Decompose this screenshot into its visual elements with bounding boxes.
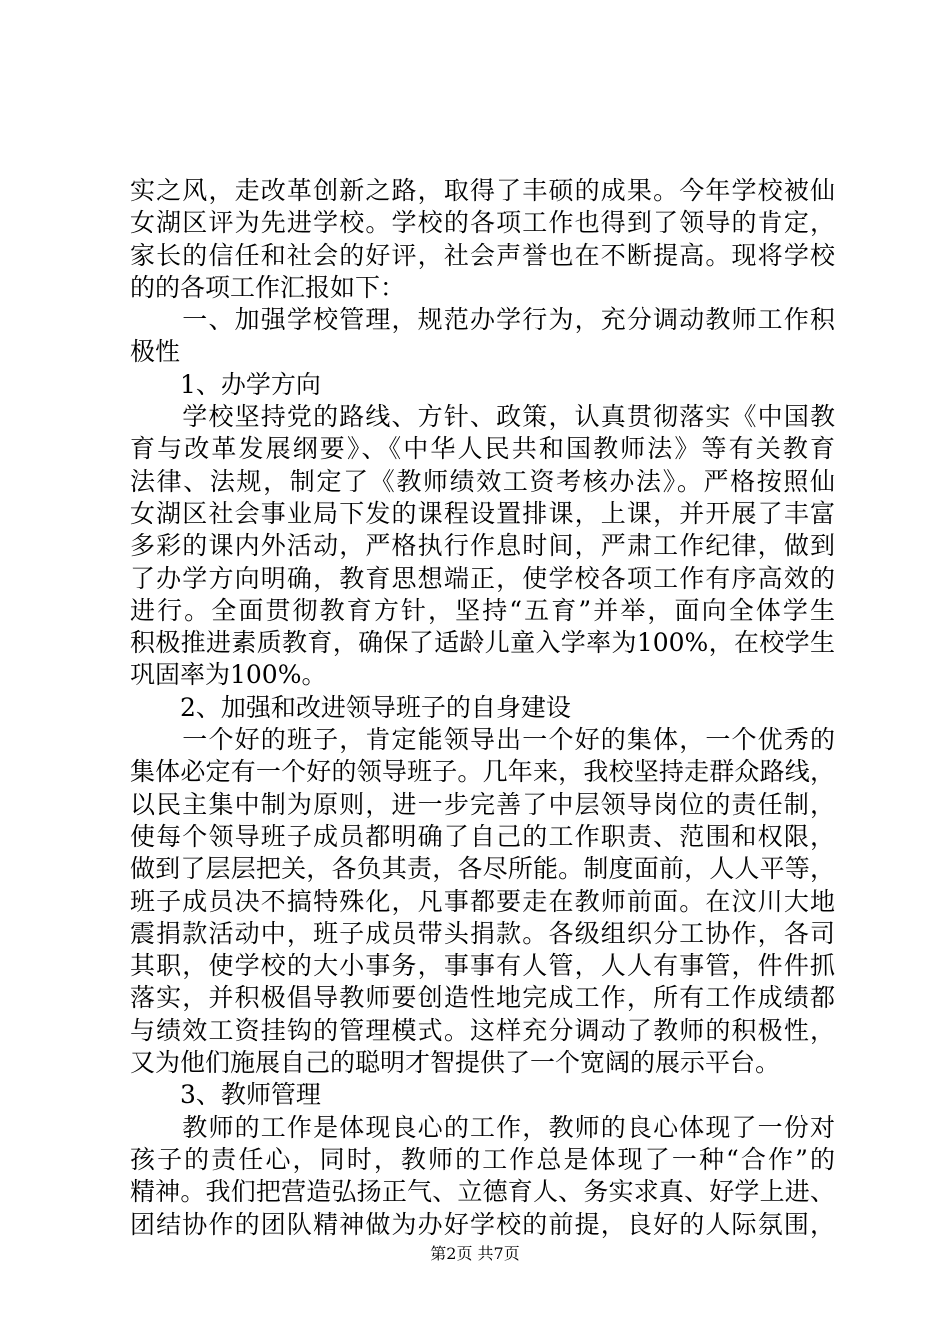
- text-line: 女湖区社会事业局下发的课程设置排课，上课，并开展了丰富: [130, 498, 835, 528]
- text-line: 一个好的班子，肯定能领导出一个好的集体，一个优秀的: [130, 725, 835, 755]
- text-line: 进行。全面贯彻教育方针，坚持“五育”并举，面向全体学生: [130, 595, 835, 625]
- section-heading: 一、加强学校管理，规范办学行为，充分调动教师工作积: [130, 305, 835, 335]
- text-line: 女湖区评为先进学校。学校的各项工作也得到了领导的肯定，: [130, 208, 835, 238]
- text-line: 巩固率为100%。: [130, 660, 327, 690]
- text-line: 团结协作的团队精神做为办好学校的前提，良好的人际氛围，: [130, 1209, 835, 1239]
- body-text: [130, 175, 835, 1241]
- text-line: 以民主集中制为原则，进一步完善了中层领导岗位的责任制，: [130, 789, 835, 819]
- text-line: 教师的工作是体现良心的工作，教师的良心体现了一份对: [130, 1112, 835, 1142]
- subsection-heading: 3、教师管理: [130, 1080, 321, 1110]
- text-line: 积极推进素质教育，确保了适龄儿童入学率为100%，在校学生: [130, 628, 835, 658]
- subsection-heading: 1、办学方向: [130, 369, 321, 399]
- section-heading-continued: 极性: [130, 337, 181, 367]
- text-line: 精神。我们把营造弘扬正气、立德育人、务实求真、好学上进、: [130, 1177, 835, 1207]
- text-line: 震捐款活动中，班子成员带头捐款。各级组织分工协作，各司: [130, 918, 835, 948]
- text-line: 集体必定有一个好的领导班子。几年来，我校坚持走群众路线，: [130, 757, 835, 787]
- text-line: 多彩的课内外活动，严格执行作息时间，严肃工作纪律，做到: [130, 531, 835, 561]
- text-line: 落实，并积极倡导教师要创造性地完成工作，所有工作成绩都: [130, 983, 835, 1013]
- text-line: 法律、法规，制定了《教师绩效工资考核办法》。严格按照仙: [130, 466, 835, 496]
- text-line: 了办学方向明确，教育思想端正，使学校各项工作有序高效的: [130, 563, 835, 593]
- text-line: 家长的信任和社会的好评，社会声誉也在不断提高。现将学校: [130, 240, 835, 270]
- text-line: 学校坚持党的路线、方针、政策，认真贯彻落实《中国教: [130, 402, 835, 432]
- text-line: 的的各项工作汇报如下：: [130, 272, 406, 302]
- text-line: 班子成员决不搞特殊化，凡事都要走在教师前面。在汶川大地: [130, 886, 835, 916]
- page-footer: [0, 1241, 950, 1264]
- text-line: 实之风，走改革创新之路，取得了丰硕的成果。今年学校被仙: [130, 176, 835, 205]
- text-line: 其职，使学校的大小事务，事事有人管，人人有事管，件件抓: [130, 951, 835, 981]
- page-number: 第2页 共7页: [430, 1244, 520, 1263]
- text-line: 孩子的责任心，同时，教师的工作总是体现了一种“合作”的: [130, 1144, 835, 1174]
- text-line: 与绩效工资挂钩的管理模式。这样充分调动了教师的积极性，: [130, 1015, 835, 1045]
- text-line: 又为他们施展自己的聪明才智提供了一个宽阔的展示平台。: [130, 1048, 781, 1078]
- text-line: 做到了层层把关，各负其责，各尽所能。制度面前，人人平等，: [130, 854, 835, 884]
- text-line: 育与改革发展纲要》、《中华人民共和国教师法》等有关教育: [130, 434, 835, 464]
- text-line: 使每个领导班子成员都明确了自己的工作职责、范围和权限，: [130, 821, 835, 851]
- subsection-heading: 2、加强和改进领导班子的自身建设: [130, 692, 571, 722]
